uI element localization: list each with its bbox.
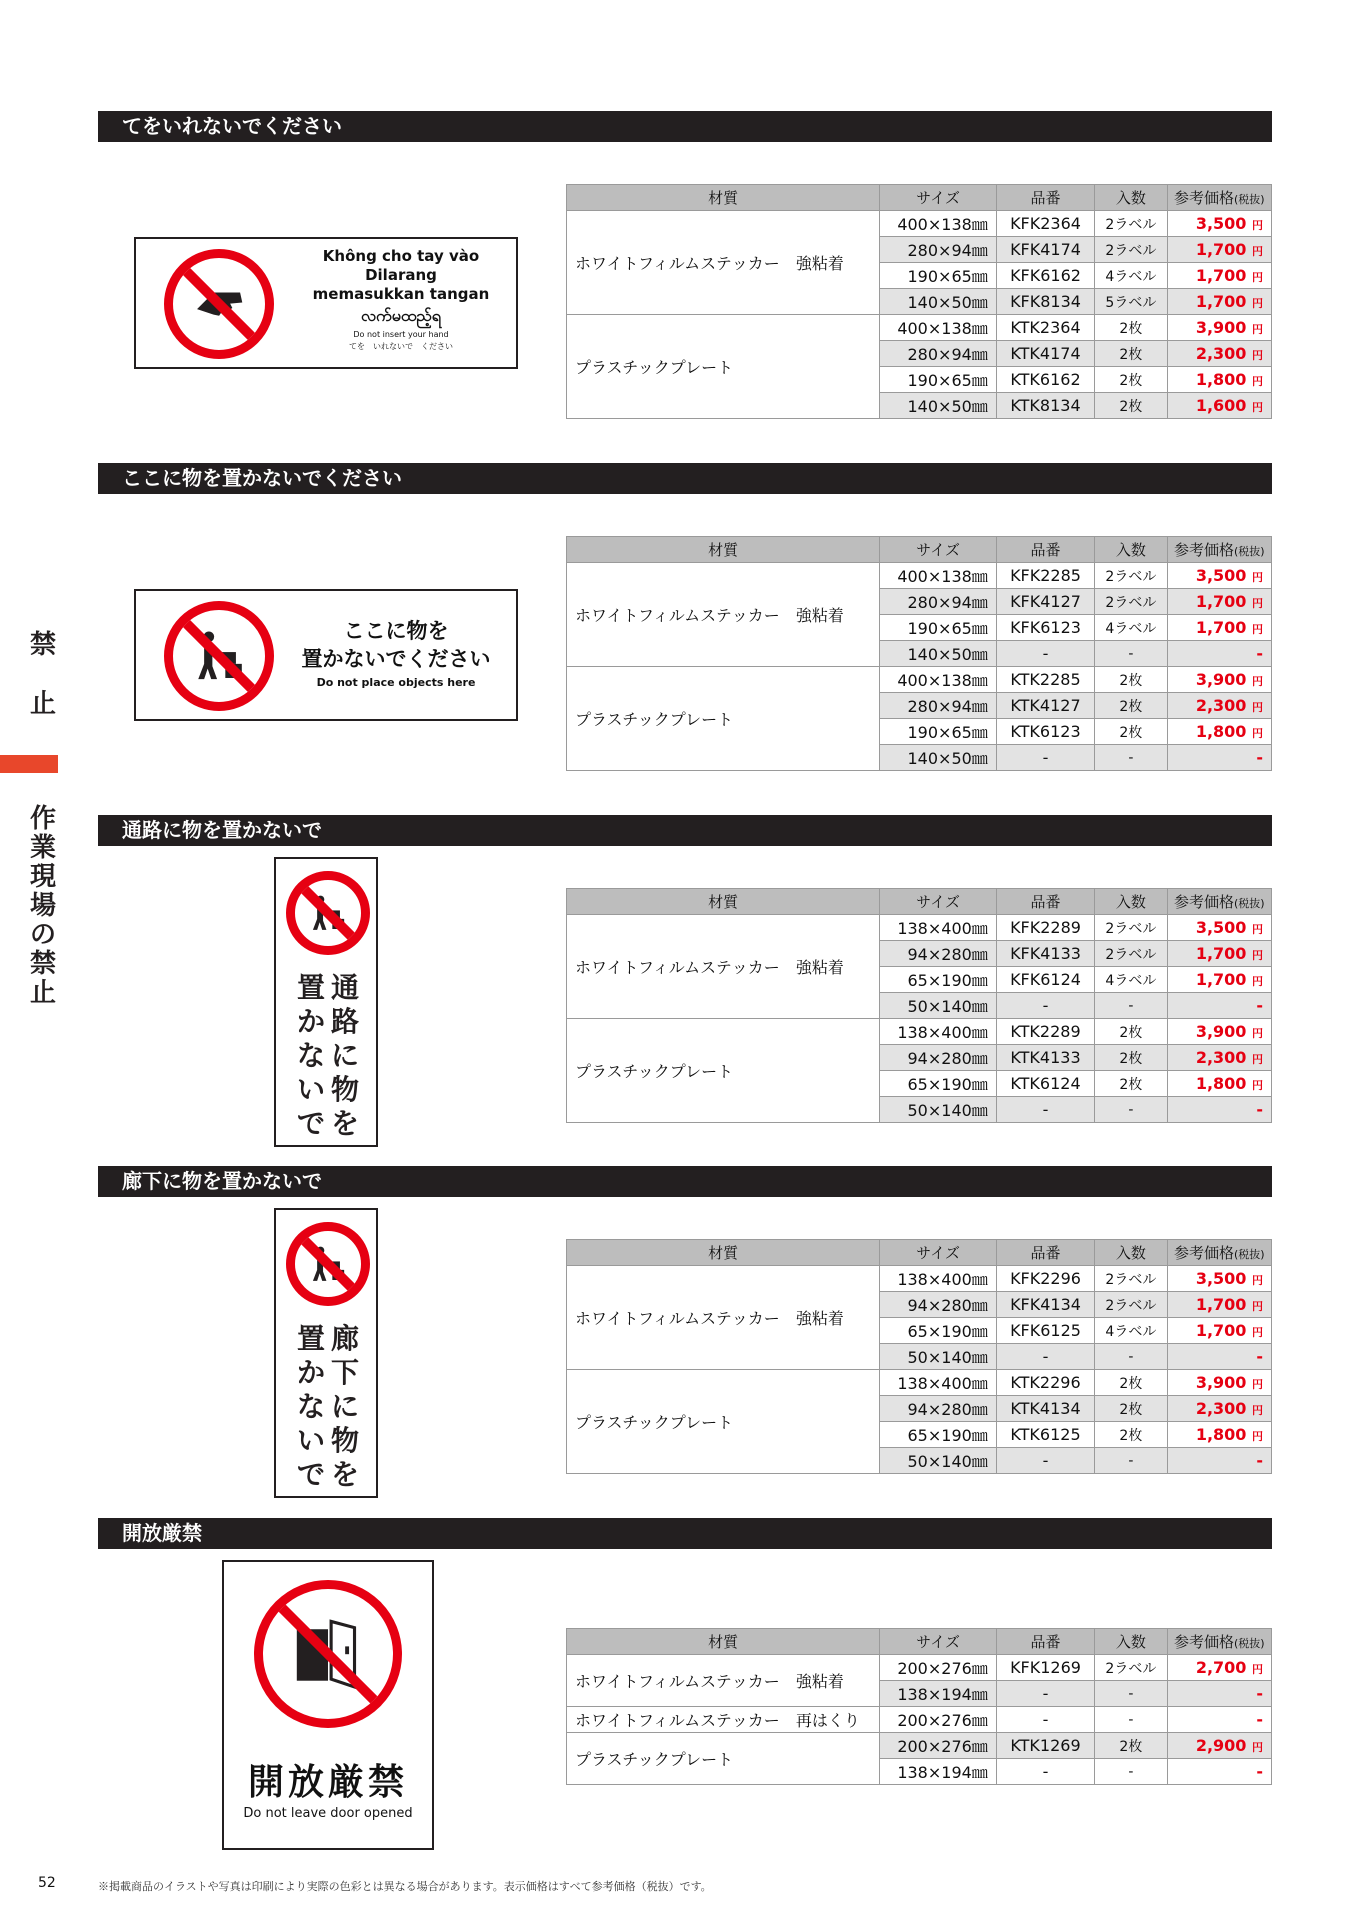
- code-cell: KTK6162: [996, 367, 1094, 393]
- table-row: [567, 1707, 1272, 1733]
- code-cell: KTK2364: [996, 315, 1094, 341]
- size-cell: 138×194㎜: [880, 1759, 996, 1785]
- qty-cell: 2ラベル: [1095, 237, 1167, 263]
- side-tab-char-1: 禁: [29, 630, 56, 660]
- code-cell: -: [996, 1707, 1094, 1733]
- size-cell: 280×94㎜: [880, 237, 996, 263]
- qty-cell: 2ラベル: [1095, 211, 1167, 237]
- code-cell: KTK4174: [996, 341, 1094, 367]
- table-row: [567, 1655, 1272, 1681]
- code-cell: KTK4127: [996, 693, 1094, 719]
- sign-line-my: လက်မထည့်ရ: [361, 306, 441, 325]
- material-cell: プラスチックプレート: [567, 315, 880, 419]
- sign-door-open: [222, 1560, 434, 1850]
- page-number: 52: [38, 1875, 56, 1891]
- size-cell: 94×280㎜: [880, 1396, 996, 1422]
- qty-cell: -: [1095, 745, 1167, 771]
- price-cell: 2,900 円: [1167, 1733, 1271, 1759]
- col-code: 品番: [996, 185, 1094, 211]
- col-material: 材質: [567, 185, 880, 211]
- col-qty: 入数: [1095, 1629, 1167, 1655]
- table-row: [567, 1019, 1272, 1045]
- size-cell: 190×65㎜: [880, 615, 996, 641]
- col-code: 品番: [996, 889, 1094, 915]
- qty-cell: 2ラベル: [1095, 941, 1167, 967]
- size-cell: 200×276㎜: [880, 1655, 996, 1681]
- prohibition-icon: [286, 1222, 370, 1306]
- qty-cell: 2ラベル: [1095, 563, 1167, 589]
- product-section: [98, 111, 1272, 451]
- code-cell: KFK6124: [996, 967, 1094, 993]
- sign-line-id1: Dilarang: [365, 266, 437, 284]
- price-cell: 1,700 円: [1167, 1292, 1271, 1318]
- material-cell: プラスチックプレート: [567, 1733, 880, 1785]
- qty-cell: 4ラベル: [1095, 615, 1167, 641]
- qty-cell: -: [1095, 1097, 1167, 1123]
- side-tab-prohibition: [26, 630, 60, 720]
- table-row: [567, 1733, 1272, 1759]
- price-cell: 1,800 円: [1167, 719, 1271, 745]
- price-cell: 3,900 円: [1167, 315, 1271, 341]
- size-cell: 280×94㎜: [880, 341, 996, 367]
- col-code: 品番: [996, 537, 1094, 563]
- qty-cell: 2枚: [1095, 315, 1167, 341]
- qty-cell: 2ラベル: [1095, 1266, 1167, 1292]
- col-material: 材質: [567, 1240, 880, 1266]
- sign-small-jp: てを いれないで ください: [349, 342, 453, 351]
- section-title: 通路に物を置かないで: [98, 815, 1272, 846]
- material-cell: プラスチックプレート: [567, 1019, 880, 1123]
- size-cell: 94×280㎜: [880, 1292, 996, 1318]
- col-size: サイズ: [880, 537, 996, 563]
- size-cell: 50×140㎜: [880, 993, 996, 1019]
- size-cell: 280×94㎜: [880, 693, 996, 719]
- code-cell: KFK1269: [996, 1655, 1094, 1681]
- qty-cell: 2ラベル: [1095, 1655, 1167, 1681]
- price-cell: 2,700 円: [1167, 1655, 1271, 1681]
- code-cell: KTK2289: [996, 1019, 1094, 1045]
- size-cell: 200×276㎜: [880, 1707, 996, 1733]
- table-row: [567, 211, 1272, 237]
- material-cell: ホワイトフィルムステッカー 強粘着: [567, 563, 880, 667]
- code-cell: KFK6123: [996, 615, 1094, 641]
- price-cell: 1,700 円: [1167, 941, 1271, 967]
- qty-cell: 4ラベル: [1095, 1318, 1167, 1344]
- price-cell: 2,300 円: [1167, 1396, 1271, 1422]
- code-cell: KFK4127: [996, 589, 1094, 615]
- size-cell: 138×400㎜: [880, 1019, 996, 1045]
- price-cell: 1,700 円: [1167, 289, 1271, 315]
- code-cell: KTK4134: [996, 1396, 1094, 1422]
- size-cell: 138×194㎜: [880, 1681, 996, 1707]
- code-cell: KFK6125: [996, 1318, 1094, 1344]
- code-cell: KFK2285: [996, 563, 1094, 589]
- size-cell: 400×138㎜: [880, 211, 996, 237]
- code-cell: KTK6123: [996, 719, 1094, 745]
- qty-cell: 2枚: [1095, 1370, 1167, 1396]
- price-cell: 1,800 円: [1167, 1422, 1271, 1448]
- col-code: 品番: [996, 1240, 1094, 1266]
- qty-cell: 2枚: [1095, 1019, 1167, 1045]
- size-cell: 138×400㎜: [880, 1370, 996, 1396]
- sign-vertical-col1: 通 路 に 物 を: [330, 971, 359, 1140]
- material-cell: プラスチックプレート: [567, 667, 880, 771]
- size-cell: 190×65㎜: [880, 263, 996, 289]
- price-cell: 1,800 円: [1167, 367, 1271, 393]
- table-row: [567, 1266, 1272, 1292]
- size-cell: 65×190㎜: [880, 1071, 996, 1097]
- sign-small-en: Do not place objects here: [316, 676, 476, 689]
- price-cell: -: [1167, 641, 1271, 667]
- material-cell: ホワイトフィルムステッカー 強粘着: [567, 1655, 880, 1707]
- size-cell: 400×138㎜: [880, 667, 996, 693]
- price-cell: 3,900 円: [1167, 1370, 1271, 1396]
- code-cell: KTK1269: [996, 1733, 1094, 1759]
- size-cell: 140×50㎜: [880, 745, 996, 771]
- price-cell: 1,700 円: [1167, 237, 1271, 263]
- prohibition-icon: [254, 1580, 402, 1728]
- price-cell: 3,500 円: [1167, 1266, 1271, 1292]
- code-cell: KFK2289: [996, 915, 1094, 941]
- col-size: サイズ: [880, 889, 996, 915]
- sign-line-vi: Không cho tay vào: [322, 247, 480, 265]
- col-qty: 入数: [1095, 1240, 1167, 1266]
- price-cell: 3,500 円: [1167, 211, 1271, 237]
- col-size: サイズ: [880, 1240, 996, 1266]
- product-section: [98, 1166, 1272, 1506]
- sign-title-line1: ここに物を: [343, 619, 449, 643]
- col-qty: 入数: [1095, 537, 1167, 563]
- section-title: 廊下に物を置かないで: [98, 1166, 1272, 1197]
- col-size: サイズ: [880, 1629, 996, 1655]
- price-cell: -: [1167, 1344, 1271, 1370]
- code-cell: KFK4134: [996, 1292, 1094, 1318]
- col-price: 参考価格(税抜): [1167, 1240, 1271, 1266]
- spec-table: [566, 1239, 1272, 1474]
- qty-cell: 2枚: [1095, 393, 1167, 419]
- table-row: [567, 667, 1272, 693]
- col-price: 参考価格(税抜): [1167, 889, 1271, 915]
- sign-line-id2: memasukkan tangan: [312, 285, 490, 303]
- size-cell: 280×94㎜: [880, 589, 996, 615]
- col-material: 材質: [567, 537, 880, 563]
- price-cell: 3,500 円: [1167, 563, 1271, 589]
- prohibition-icon: [164, 249, 274, 359]
- qty-cell: -: [1095, 1448, 1167, 1474]
- size-cell: 190×65㎜: [880, 719, 996, 745]
- section-title: 開放厳禁: [98, 1518, 1272, 1549]
- sign-vertical-col1: 廊 下 に 物 を: [330, 1322, 359, 1491]
- price-cell: -: [1167, 1097, 1271, 1123]
- code-cell: KFK4133: [996, 941, 1094, 967]
- qty-cell: 2ラベル: [1095, 915, 1167, 941]
- spec-table: [566, 536, 1272, 771]
- col-qty: 入数: [1095, 185, 1167, 211]
- col-qty: 入数: [1095, 889, 1167, 915]
- spec-table: [566, 184, 1272, 419]
- size-cell: 140×50㎜: [880, 393, 996, 419]
- product-section: [98, 815, 1272, 1155]
- side-active-marker: [0, 755, 58, 773]
- col-code: 品番: [996, 1629, 1094, 1655]
- size-cell: 400×138㎜: [880, 315, 996, 341]
- material-cell: ホワイトフィルムステッカー 強粘着: [567, 211, 880, 315]
- size-cell: 50×140㎜: [880, 1344, 996, 1370]
- sign-vertical-2: [274, 857, 378, 1147]
- price-cell: 3,900 円: [1167, 1019, 1271, 1045]
- qty-cell: 2ラベル: [1095, 589, 1167, 615]
- code-cell: KFK2364: [996, 211, 1094, 237]
- size-cell: 94×280㎜: [880, 1045, 996, 1071]
- qty-cell: 2ラベル: [1095, 1292, 1167, 1318]
- size-cell: 138×400㎜: [880, 915, 996, 941]
- sign-small-en: Do not insert your hand: [353, 330, 449, 339]
- price-cell: 3,500 円: [1167, 915, 1271, 941]
- section-title: ここに物を置かないでください: [98, 463, 1272, 494]
- code-cell: KTK2296: [996, 1370, 1094, 1396]
- side-tab-worksite: 作 業 現 場 の 禁 止: [29, 804, 56, 1008]
- size-cell: 65×190㎜: [880, 1422, 996, 1448]
- price-cell: -: [1167, 1759, 1271, 1785]
- size-cell: 200×276㎜: [880, 1733, 996, 1759]
- size-cell: 94×280㎜: [880, 941, 996, 967]
- price-cell: 1,700 円: [1167, 967, 1271, 993]
- qty-cell: 4ラベル: [1095, 263, 1167, 289]
- code-cell: -: [996, 1448, 1094, 1474]
- table-row: [567, 315, 1272, 341]
- material-cell: ホワイトフィルムステッカー 強粘着: [567, 1266, 880, 1370]
- size-cell: 65×190㎜: [880, 1318, 996, 1344]
- price-cell: 1,600 円: [1167, 393, 1271, 419]
- code-cell: -: [996, 1344, 1094, 1370]
- price-cell: -: [1167, 1448, 1271, 1474]
- qty-cell: 2枚: [1095, 1733, 1167, 1759]
- product-section: [98, 1518, 1272, 1858]
- qty-cell: 2枚: [1095, 719, 1167, 745]
- price-cell: 2,300 円: [1167, 1045, 1271, 1071]
- price-cell: 1,700 円: [1167, 589, 1271, 615]
- size-cell: 65×190㎜: [880, 967, 996, 993]
- spec-table: [566, 1628, 1272, 1785]
- col-price: 参考価格(税抜): [1167, 185, 1271, 211]
- qty-cell: -: [1095, 1759, 1167, 1785]
- col-size: サイズ: [880, 185, 996, 211]
- material-cell: プラスチックプレート: [567, 1370, 880, 1474]
- price-cell: 1,700 円: [1167, 263, 1271, 289]
- price-cell: -: [1167, 1681, 1271, 1707]
- qty-cell: -: [1095, 1707, 1167, 1733]
- size-cell: 140×50㎜: [880, 289, 996, 315]
- qty-cell: -: [1095, 993, 1167, 1019]
- code-cell: -: [996, 641, 1094, 667]
- price-cell: 1,700 円: [1167, 615, 1271, 641]
- size-cell: 140×50㎜: [880, 641, 996, 667]
- price-cell: 1,700 円: [1167, 1318, 1271, 1344]
- code-cell: KTK2285: [996, 667, 1094, 693]
- qty-cell: 5ラベル: [1095, 289, 1167, 315]
- sign-small-en: Do not leave door opened: [243, 1806, 413, 1821]
- size-cell: 50×140㎜: [880, 1097, 996, 1123]
- code-cell: KTK6124: [996, 1071, 1094, 1097]
- qty-cell: -: [1095, 1681, 1167, 1707]
- col-material: 材質: [567, 1629, 880, 1655]
- code-cell: KFK4174: [996, 237, 1094, 263]
- qty-cell: 2枚: [1095, 341, 1167, 367]
- sign-no-hand: [134, 237, 518, 369]
- product-section: [98, 463, 1272, 803]
- code-cell: KFK2296: [996, 1266, 1094, 1292]
- qty-cell: -: [1095, 1344, 1167, 1370]
- qty-cell: 2枚: [1095, 1422, 1167, 1448]
- col-price: 参考価格(税抜): [1167, 537, 1271, 563]
- qty-cell: 2枚: [1095, 1396, 1167, 1422]
- code-cell: -: [996, 1097, 1094, 1123]
- price-cell: 1,800 円: [1167, 1071, 1271, 1097]
- size-cell: 50×140㎜: [880, 1448, 996, 1474]
- table-row: [567, 1370, 1272, 1396]
- sign-vertical-3: [274, 1208, 378, 1498]
- price-cell: -: [1167, 1707, 1271, 1733]
- sign-vertical-col2: 置 か な い で: [296, 1322, 325, 1491]
- qty-cell: 2枚: [1095, 1045, 1167, 1071]
- price-cell: 2,300 円: [1167, 693, 1271, 719]
- qty-cell: 2枚: [1095, 367, 1167, 393]
- table-row: [567, 563, 1272, 589]
- code-cell: KFK6162: [996, 263, 1094, 289]
- sign-title: 開放厳禁: [247, 1762, 408, 1803]
- material-cell: ホワイトフィルムステッカー 再はくり: [567, 1707, 880, 1733]
- code-cell: KTK6125: [996, 1422, 1094, 1448]
- price-cell: 2,300 円: [1167, 341, 1271, 367]
- prohibition-icon: [164, 601, 274, 711]
- sign-title-line2: 置かないでください: [301, 647, 491, 671]
- sign-no-objects: [134, 589, 518, 721]
- code-cell: -: [996, 993, 1094, 1019]
- table-row: [567, 915, 1272, 941]
- code-cell: KTK8134: [996, 393, 1094, 419]
- size-cell: 138×400㎜: [880, 1266, 996, 1292]
- qty-cell: 4ラベル: [1095, 967, 1167, 993]
- price-cell: 3,900 円: [1167, 667, 1271, 693]
- qty-cell: 2枚: [1095, 667, 1167, 693]
- spec-table: [566, 888, 1272, 1123]
- size-cell: 400×138㎜: [880, 563, 996, 589]
- material-cell: ホワイトフィルムステッカー 強粘着: [567, 915, 880, 1019]
- footer-note: ※掲載商品のイラストや写真は印刷により実際の色彩とは異なる場合があります。表示価格はすべて参考価格（税抜）です。: [98, 1880, 712, 1893]
- col-material: 材質: [567, 889, 880, 915]
- qty-cell: -: [1095, 641, 1167, 667]
- code-cell: -: [996, 1681, 1094, 1707]
- size-cell: 190×65㎜: [880, 367, 996, 393]
- price-cell: -: [1167, 993, 1271, 1019]
- prohibition-icon: [286, 871, 370, 955]
- section-title: てをいれないでください: [98, 111, 1272, 142]
- qty-cell: 2枚: [1095, 1071, 1167, 1097]
- sign-vertical-col2: 置 か な い で: [296, 971, 325, 1140]
- code-cell: KTK4133: [996, 1045, 1094, 1071]
- qty-cell: 2枚: [1095, 693, 1167, 719]
- code-cell: KFK8134: [996, 289, 1094, 315]
- col-price: 参考価格(税抜): [1167, 1629, 1271, 1655]
- code-cell: -: [996, 745, 1094, 771]
- code-cell: -: [996, 1759, 1094, 1785]
- price-cell: -: [1167, 745, 1271, 771]
- side-tab-char-2: 止: [29, 689, 56, 719]
